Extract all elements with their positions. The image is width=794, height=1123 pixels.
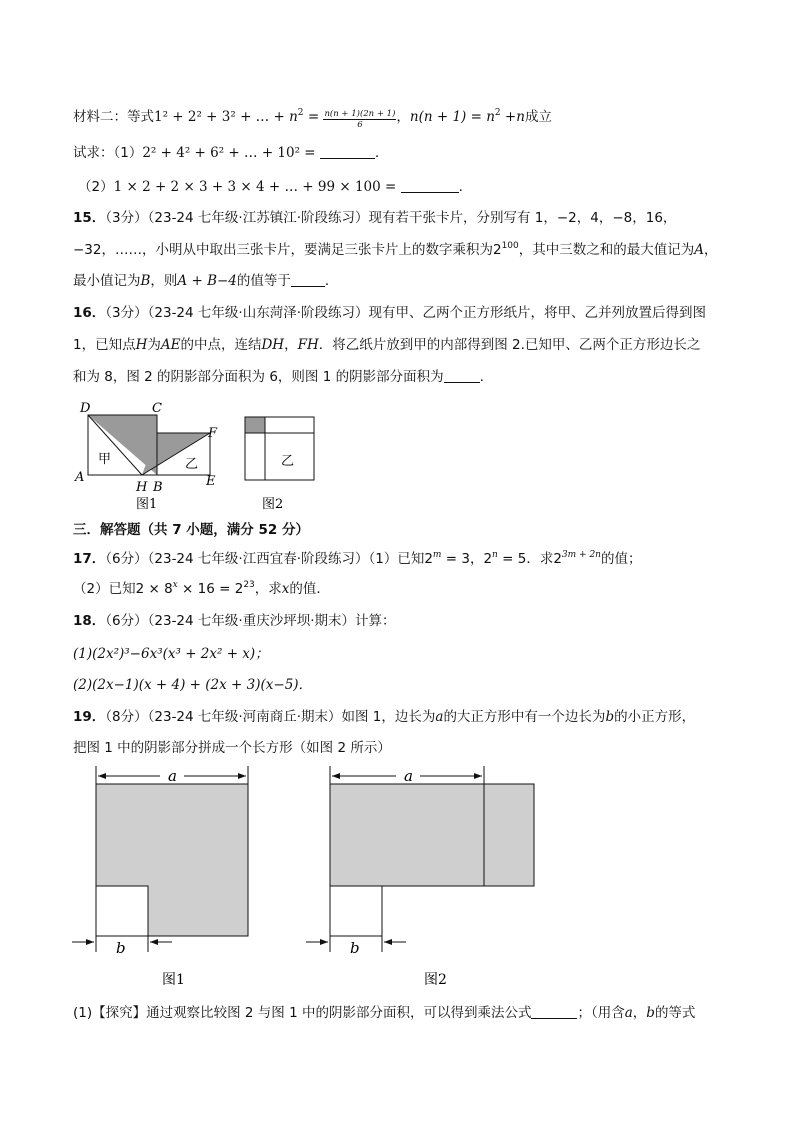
question-18: 18．（6分）（23-24 七年级·重庆沙坪坝·期末）计算： xyxy=(73,613,396,629)
sum-formula-fraction: $\frac{n(n + 1)(2n + 1)}{6}$ xyxy=(324,109,396,130)
figure-19 xyxy=(60,762,550,992)
material-two-line: 材料二：等式1² + 2² + 3² + … + $n^2$ = $\frac{n(n + 1)(2n + 1)}{6}$ ，$n(n + 1) = n^2 +n$成立 xyxy=(73,108,552,130)
label-H: H xyxy=(136,480,148,495)
question-19-part-1: (1)【探究】通过观察比较图 2 与图 1 中的阴影部分面积，可以得到乘法公式 ；（用含a，b的等式 xyxy=(73,1005,696,1021)
fig19-figure-2 xyxy=(306,766,534,988)
identity-expr: n(n + 1) = n xyxy=(409,109,495,125)
caption-fig2: 图2 xyxy=(262,497,284,512)
answer-blank[interactable] xyxy=(531,1004,577,1019)
fig16-figure-2 xyxy=(245,417,314,512)
section-three-heading: 三．解答题（共 7 小题，满分 52 分） xyxy=(73,522,309,538)
label-jia: 甲 xyxy=(98,452,112,467)
ask-part-1: 试求：（1）2² + 4² + 6² + … + 10² = . xyxy=(73,145,380,161)
question-15: 15．（3分）（23-24 七年级·江苏镇江·阶段练习）现有若干张卡片，分别写有 1，−2，4，−8，16， xyxy=(73,210,677,226)
fig16-figure-1 xyxy=(74,401,218,512)
answer-blank[interactable] xyxy=(401,178,459,193)
answer-blank[interactable] xyxy=(291,272,325,287)
sum-squares-expr: 1² + 2² + 3² + … + xyxy=(154,109,290,125)
label-F: F xyxy=(208,426,218,441)
label-B: B xyxy=(153,480,163,495)
caption-19-fig1: 图1 xyxy=(162,972,185,988)
ask-part-2: （2）1 × 2 + 2 × 3 + 3 × 4 + … + 99 × 100 = . xyxy=(78,179,463,195)
label-D: D xyxy=(80,401,91,416)
caption-19-fig2: 图2 xyxy=(424,972,447,988)
label-a-fig1: a xyxy=(168,767,177,785)
label-b-fig1: b xyxy=(116,939,126,957)
label-yi: 乙 xyxy=(185,457,199,472)
caption-fig1: 图1 xyxy=(136,497,158,512)
label-a-fig2: a xyxy=(404,767,413,785)
fig19-figure-1 xyxy=(72,766,248,988)
question-19: 19．（8分）（23-24 七年级·河南商丘·期末）如图 1，边长为a的大正方形中有一个边长为b的小正方形， xyxy=(73,709,696,725)
question-18-part-2: (2)(2x−1)(x + 4) + (2x + 3)(x−5)． xyxy=(73,677,313,693)
question-17: 17．（6分）（23-24 七年级·江西宜春·阶段练习）（1）已知$2^m = 3$，$2^n = 5$．求$2^{3m + 2n}$的值； xyxy=(73,550,642,567)
answer-blank[interactable] xyxy=(320,144,375,159)
question-18-part-1: (1)(2x²)³−6x³(x³ + 2x² + x)； xyxy=(73,646,269,662)
label-C: C xyxy=(152,401,162,416)
label-b-fig2: b xyxy=(350,939,360,957)
answer-blank[interactable] xyxy=(444,368,480,383)
question-16: 16．（3分）（23-24 七年级·山东菏泽·阶段练习）现有甲、乙两个正方形纸片，将甲、乙并列放置后得到图 xyxy=(73,305,706,321)
label-A: A xyxy=(75,470,85,485)
label-yi-2: 乙 xyxy=(281,454,295,469)
figure-16 xyxy=(70,395,330,515)
label-E: E xyxy=(206,474,216,489)
